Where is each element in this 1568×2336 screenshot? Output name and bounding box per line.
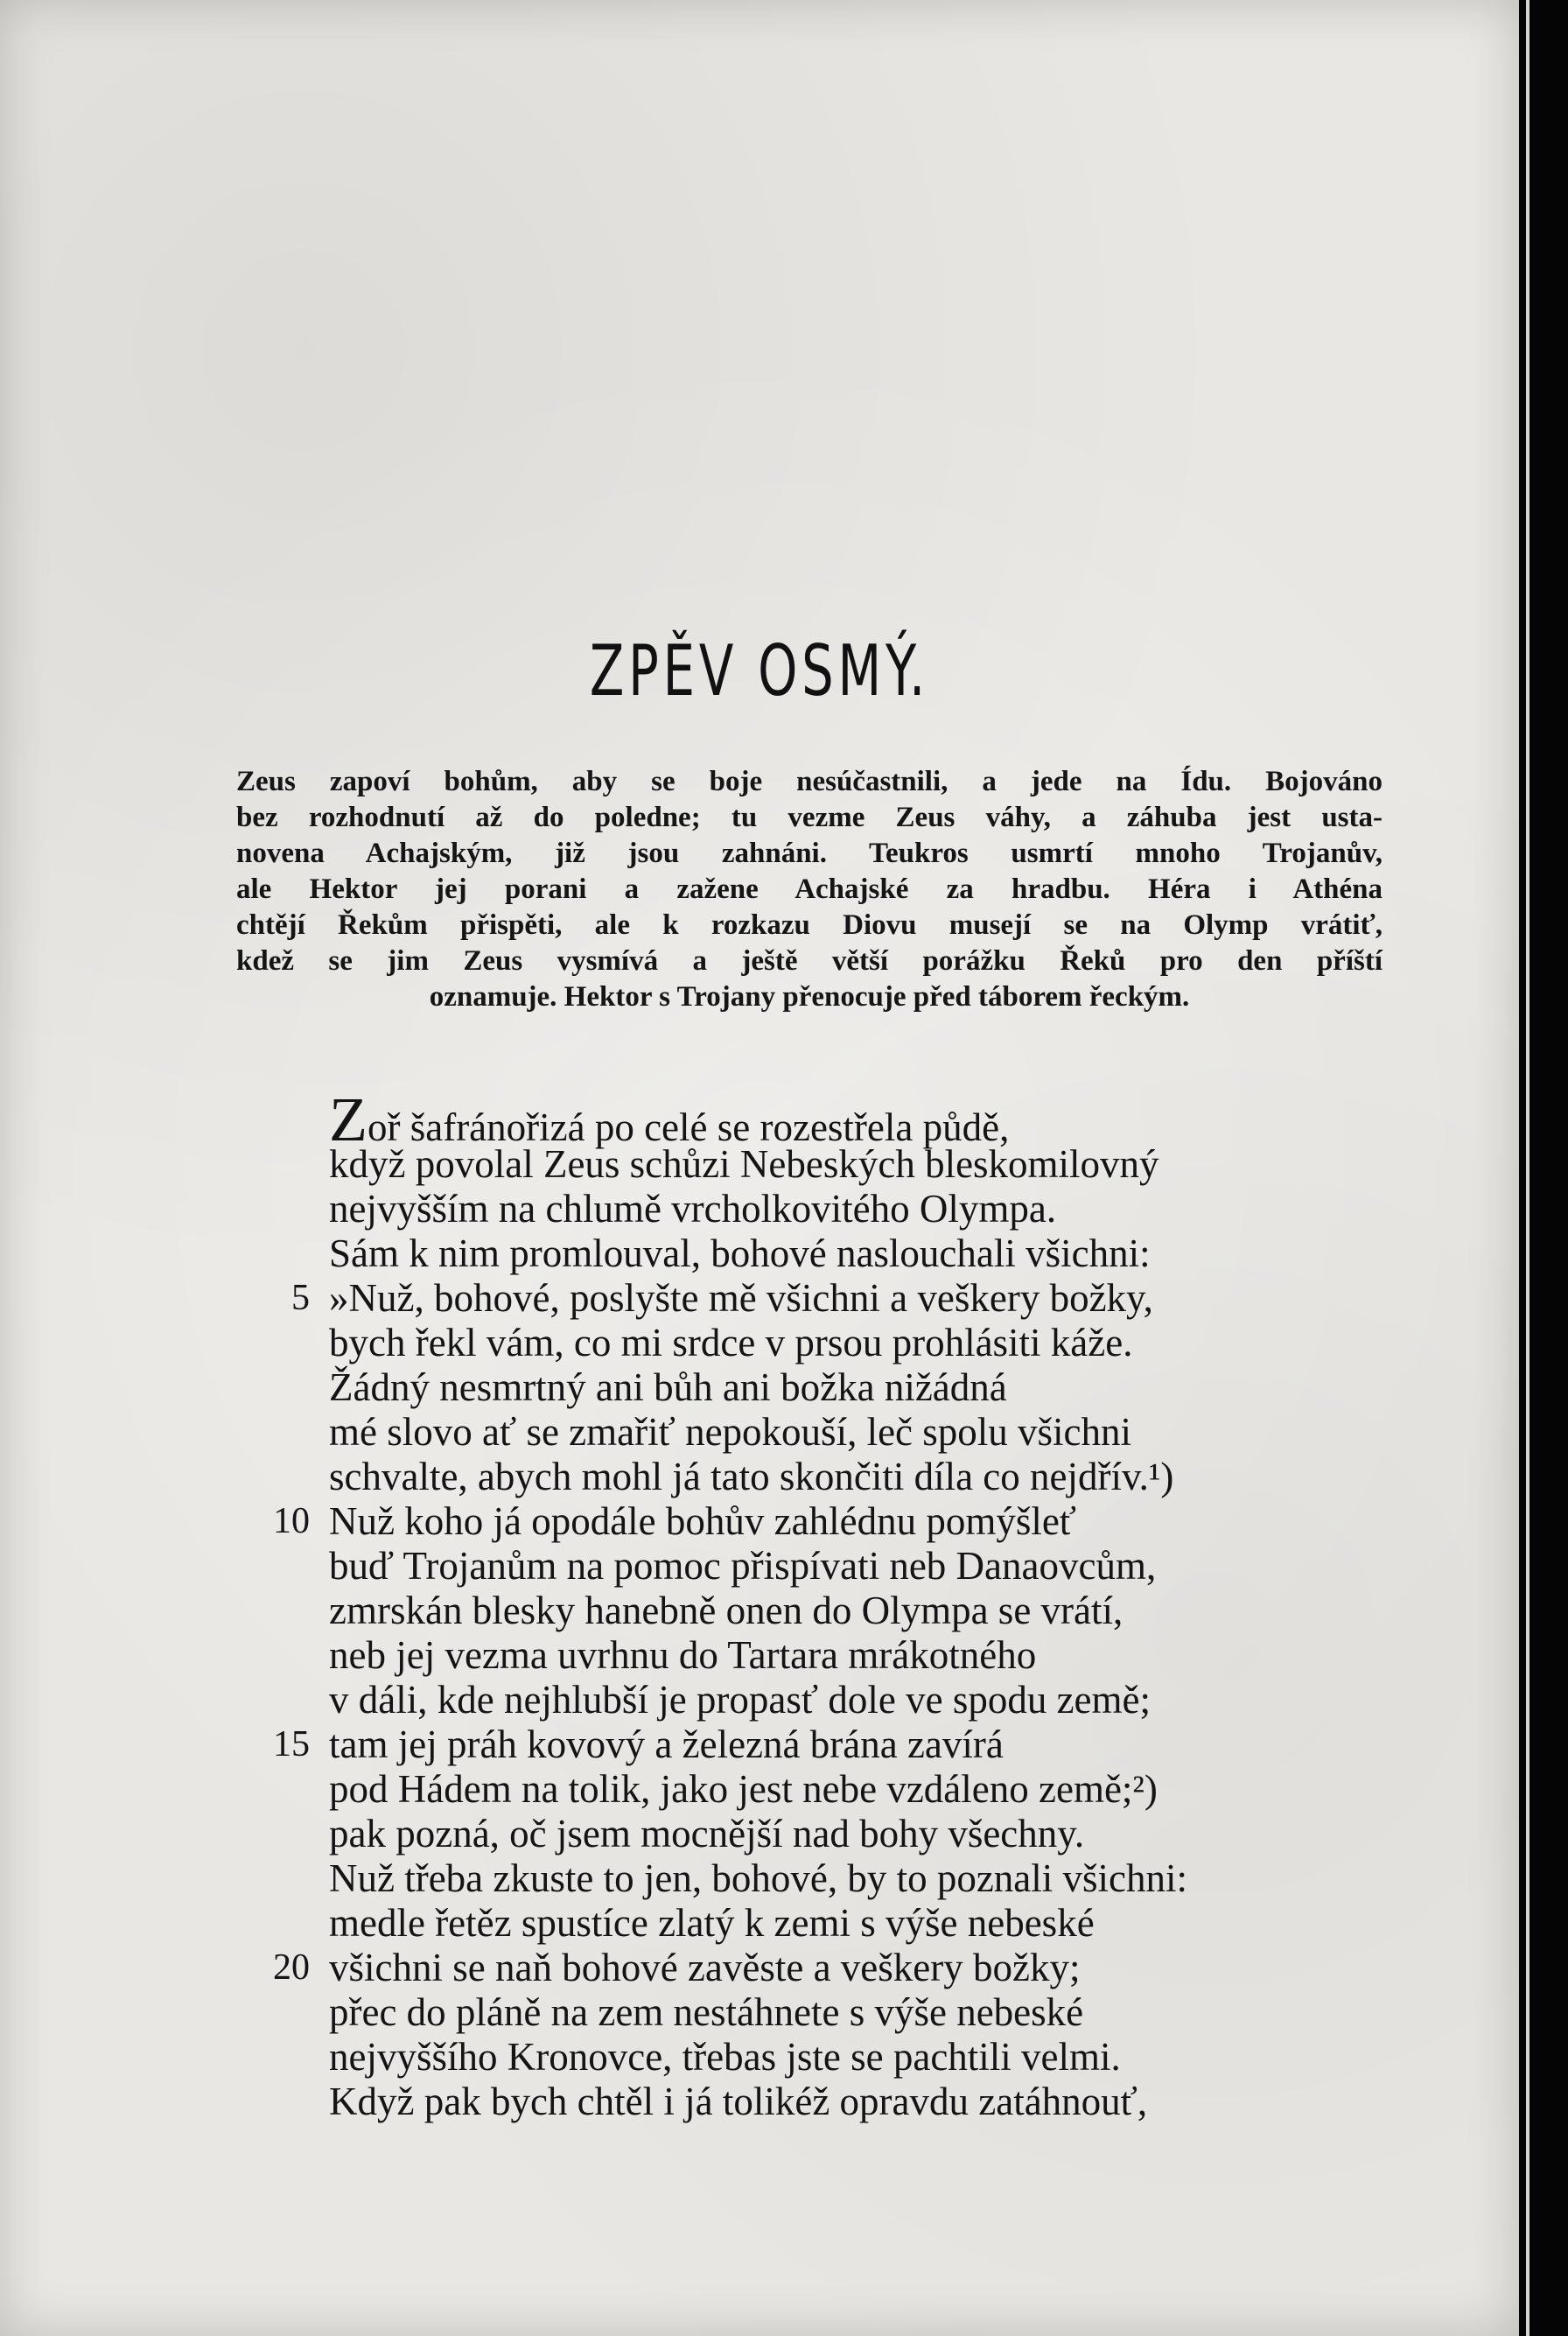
verse-line xyxy=(0,2079,1519,2124)
chapter-title: ZPĚV OSMÝ. xyxy=(589,630,930,712)
verse-text: Žádný nesmrtný ani bůh ani božka nižádná xyxy=(329,1365,1007,1409)
verse-line xyxy=(0,1364,1519,1410)
verse-line xyxy=(0,1186,1519,1231)
line-number: 10 xyxy=(273,1501,310,1541)
verse-text: mé slovo ať se zmařiť nepokouší, leč spolu všichni xyxy=(329,1410,1132,1454)
verse-line xyxy=(0,1320,1519,1365)
verse-line xyxy=(0,1766,1519,1812)
verse-line xyxy=(0,1945,1519,1990)
summary-line: bez rozhodnutí až do poledne; tu vezme Zeus váhy, a záhuba jest usta- xyxy=(236,802,1382,833)
verse-text: Sám k nim promlouval, bohové naslouchali všichni: xyxy=(329,1231,1151,1275)
verse-text: nejvyšším na chlumě vrcholkovitého Olympa. xyxy=(329,1187,1057,1231)
verse-text: neb jej vezma uvrhnu do Tartara mrákotného xyxy=(329,1633,1037,1677)
verse-text: Když pak bych chtěl i já tolikéž opravdu zatáhnouť, xyxy=(329,2080,1148,2123)
verse-text: přec do pláně na zem nestáhnete s výše nebeské xyxy=(329,1990,1084,2034)
verse-text: nejvyššího Kronovce, třebas jste se pachtili velmi. xyxy=(329,2035,1121,2079)
verse-line xyxy=(0,1409,1519,1455)
verse-line xyxy=(0,1084,1519,1154)
verse-text: buď Trojanům na pomoc přispívati neb Danaovcům, xyxy=(329,1544,1157,1588)
verse-text: zmrskán blesky hanebně onen do Olympa se vrátí, xyxy=(329,1589,1124,1632)
verse-line xyxy=(0,1275,1519,1321)
verse-line xyxy=(0,1498,1519,1544)
verse-line xyxy=(0,1677,1519,1722)
verse-line xyxy=(0,1989,1519,2035)
summary-line: kdež se jim Zeus vysmívá a ještě větší porážku Řeků pro den příští xyxy=(236,945,1382,977)
verse-text: schvalte, abych mohl já tato skončiti díla co nejdřív.¹) xyxy=(329,1455,1174,1498)
verse-line xyxy=(0,1454,1519,1499)
verse-text: Nuž koho já opodále bohův zahlédnu pomýšleť xyxy=(329,1499,1077,1543)
line-number: 5 xyxy=(291,1278,310,1318)
line-number: 15 xyxy=(273,1724,310,1764)
verse-line xyxy=(0,1231,1519,1276)
verse-text: když povolal Zeus schůzi Nebeských bleskomilovný xyxy=(329,1142,1159,1186)
page-edge-divider xyxy=(1526,0,1530,2336)
summary-line: chtějí Řekům přispěti, ale k rozkazu Diovu musejí se na Olymp vrátiť, xyxy=(236,909,1382,941)
verse-text: medle řetěz spustíce zlatý k zemi s výše nebeské xyxy=(329,1901,1095,1945)
verse-text: »Nuž, bohové, poslyšte mě všichni a veškery božky, xyxy=(329,1276,1153,1320)
verse-line xyxy=(0,1855,1519,1901)
verse-line xyxy=(0,1632,1519,1678)
summary-line: oznamuje. Hektor s Trojany přenocuje před táborem řeckým. xyxy=(429,981,1190,1013)
drop-cap: Z xyxy=(329,1084,368,1154)
verse-text-rest: oř šafránořizá po celé se rozestřela půdě, xyxy=(367,1105,1010,1149)
verse-text: všichni se naň bohové zavěste a veškery božky; xyxy=(329,1946,1081,1989)
verse-text: tam jej práh kovový a železná brána zavírá xyxy=(329,1722,1004,1766)
verse-text: pak pozná, oč jsem mocnější nad bohy všechny. xyxy=(329,1812,1085,1855)
verse-line xyxy=(0,1811,1519,1856)
chapter-summary xyxy=(236,764,1382,1015)
verse-line xyxy=(0,1722,1519,1767)
verse-line xyxy=(0,1588,1519,1633)
verse-line xyxy=(0,1900,1519,1946)
verse-text: v dáli, kde nejhlubší je propasť dole ve spodu země; xyxy=(329,1678,1152,1722)
verse-line xyxy=(0,1141,1519,1187)
summary-line: Zeus zapoví bohům, aby se boje nesúčastnili, a jede na Ídu. Bojováno xyxy=(236,766,1382,797)
verse-line xyxy=(0,1543,1519,1589)
line-number: 20 xyxy=(273,1947,310,1988)
verse-text: bych řekl vám, co mi srdce v prsou prohlásiti káže. xyxy=(329,1321,1133,1364)
summary-line: ale Hektor jej porani a zažene Achajské za hradbu. Héra i Athéna xyxy=(236,873,1382,905)
verse-line xyxy=(0,2034,1519,2080)
verse-text: Nuž třeba zkuste to jen, bohové, by to poznali všichni: xyxy=(329,1856,1188,1900)
verse-text: pod Hádem na tolik, jako jest nebe vzdáleno země;²) xyxy=(329,1767,1158,1811)
summary-line: novena Achajským, již jsou zahnáni. Teukros usmrtí mnoho Trojanův, xyxy=(236,838,1382,869)
